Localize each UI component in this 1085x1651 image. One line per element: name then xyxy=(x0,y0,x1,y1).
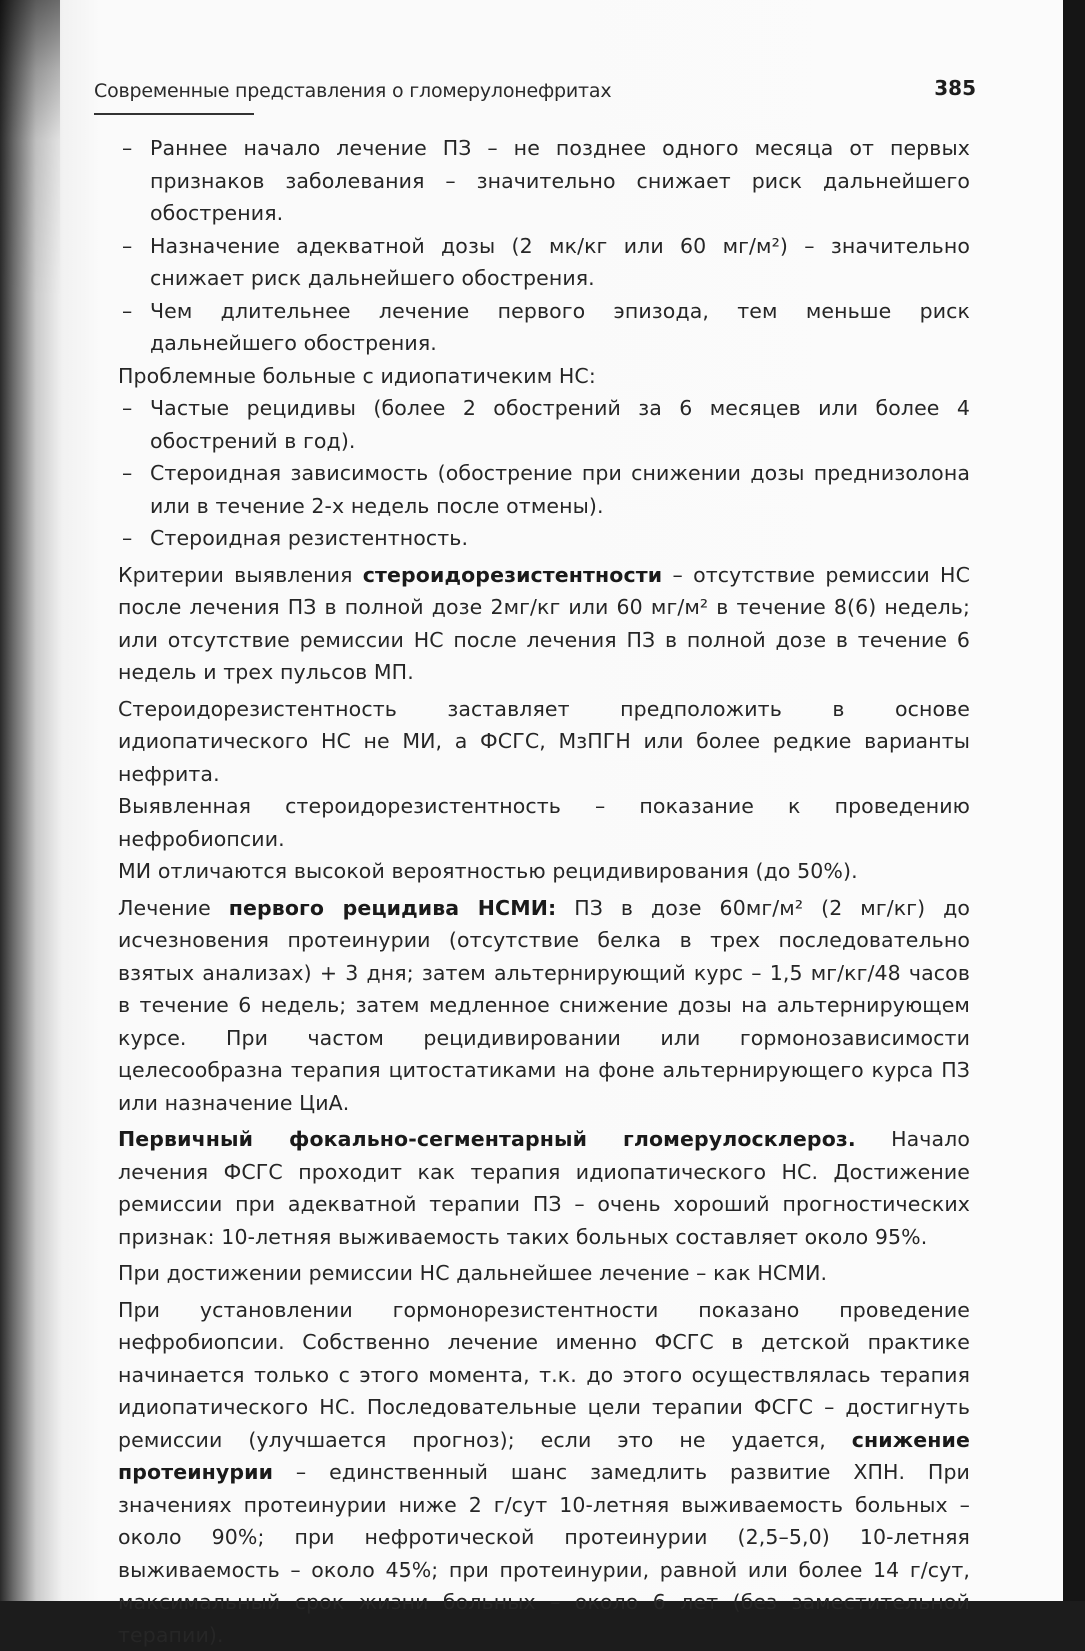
list-item xyxy=(118,295,970,360)
dash-marker: – xyxy=(122,295,132,328)
list-item-text: Раннее начало лечение ПЗ – не позднее одного месяца от первых признаков заболевания – значительно снижает риск дальнейшего обострения. xyxy=(150,136,970,225)
resistance-term: снижение протеинурии xyxy=(118,1428,970,1485)
relapse-lead: Лечение xyxy=(118,896,229,920)
relapse-text: ПЗ в дозе 60мг/м² (2 мг/кг) до исчезновения протеинурии (отсутствие белка в трех последовательно взятых анализах) + 3 дня; затем альтернирующий курс – 1,5 мг/кг/48 часов в течение 6 недель; затем медленное снижение дозы на альтернирующем курсе. При частом рецидивировании или гормонозависимости целесообразна терапия цитостатиками на фоне альтернирующего курса ПЗ или назначение ЦиА. xyxy=(118,896,970,1115)
list-item-text: Частые рецидивы (более 2 обострений за 6 месяцев или более 4 обострений в год). xyxy=(150,396,970,453)
relapse-paragraph xyxy=(118,892,970,1120)
page-number: 385 xyxy=(934,76,976,100)
problem-heading: Проблемные больные с идиопатичеким НС: xyxy=(118,360,970,393)
running-header xyxy=(94,70,976,114)
resistance-lead: При установлении гормонорезистентности показано проведение нефробиопсии. Собственно лечение именно ФСГС в детской практике начинается только с этого момента, т.к. до этого осуществлялась терапия идиопатического НС. Последовательные цели терапии ФСГС – достигнуть ремиссии (улучшается прогноз); если это не удается, xyxy=(118,1298,970,1452)
criteria-text: – отсутствие ремиссии НС после лечения ПЗ в полной дозе 2мг/кг или 60 мг/м² в течение 8(6) недель; или отсутствие ремиссии НС после лечения ПЗ в полной дозе в течение 6 недель и трех пульсов МП. xyxy=(118,563,970,685)
header-rule xyxy=(94,113,254,115)
fsgs-text: Начало лечения ФСГС проходит как терапия идиопатического НС. Достижение ремиссии при адекватной терапии ПЗ – очень хороший прогностических признак: 10-летняя выживаемость таких больных составляет около 95%. xyxy=(118,1127,970,1249)
list-item-text: Чем длительнее лечение первого эпизода, тем меньше риск дальнейшего обострения. xyxy=(150,299,970,356)
list-item-text: Стероидная зависимость (обострение при снижении дозы преднизолона или в течение 2-х недель после отмены). xyxy=(150,461,970,518)
list-item xyxy=(118,230,970,295)
mi-paragraph: МИ отличаются высокой вероятностью рецидивирования (до 50%). xyxy=(118,855,970,888)
running-header-title: Современные представления о гломерулонефритах xyxy=(94,80,611,102)
list-item xyxy=(118,522,970,555)
list-item xyxy=(118,392,970,457)
resistance-text: – единственный шанс замедлить развитие ХПН. При значениях протеинурии ниже 2 г/сут 10-летняя выживаемость больных – около 90%; при нефротической протеинурии (2,5–5,0) 10-летняя выживаемость – около 45%; при протеинурии, равной или более 14 г/сут, максимальный срок жизни больных – около 6 лет (без заместительной терапии). xyxy=(118,1460,970,1647)
fsgs-heading: Первичный фокально-сегментарный гломерулосклероз. xyxy=(118,1127,856,1151)
remission-paragraph: При достижении ремиссии НС дальнейшее лечение – как НСМИ. xyxy=(118,1257,970,1290)
spine-shadow xyxy=(0,0,60,1601)
criteria-lead: Критерии выявления xyxy=(118,563,363,587)
list-item-text: Стероидная резистентность. xyxy=(150,526,468,550)
dash-marker: – xyxy=(122,522,132,555)
criteria-term: стероидорезистентности xyxy=(363,563,662,587)
biopsy-paragraph: Выявленная стероидорезистентность – показание к проведению нефробиопсии. xyxy=(118,790,970,855)
dash-marker: – xyxy=(122,457,132,490)
list-item xyxy=(118,132,970,230)
list-item xyxy=(118,457,970,522)
relapse-term: первого рецидива НСМИ: xyxy=(229,896,557,920)
criteria-paragraph xyxy=(118,559,970,689)
body-text xyxy=(118,132,970,1651)
dash-marker: – xyxy=(122,392,132,425)
steroid-paragraph: Стероидорезистентность заставляет предположить в основе идиопатического НС не МИ, а ФСГС, МзПГН или более редкие варианты нефрита. xyxy=(118,693,970,791)
resistance-paragraph xyxy=(118,1294,970,1651)
dash-marker: – xyxy=(122,230,132,263)
dash-marker: – xyxy=(122,132,132,165)
scan-edge xyxy=(1063,0,1085,1601)
list-item-text: Назначение адекватной дозы (2 мк/кг или 60 мг/м²) – значительно снижает риск дальнейшего обострения. xyxy=(150,234,970,291)
fsgs-paragraph xyxy=(118,1123,970,1253)
